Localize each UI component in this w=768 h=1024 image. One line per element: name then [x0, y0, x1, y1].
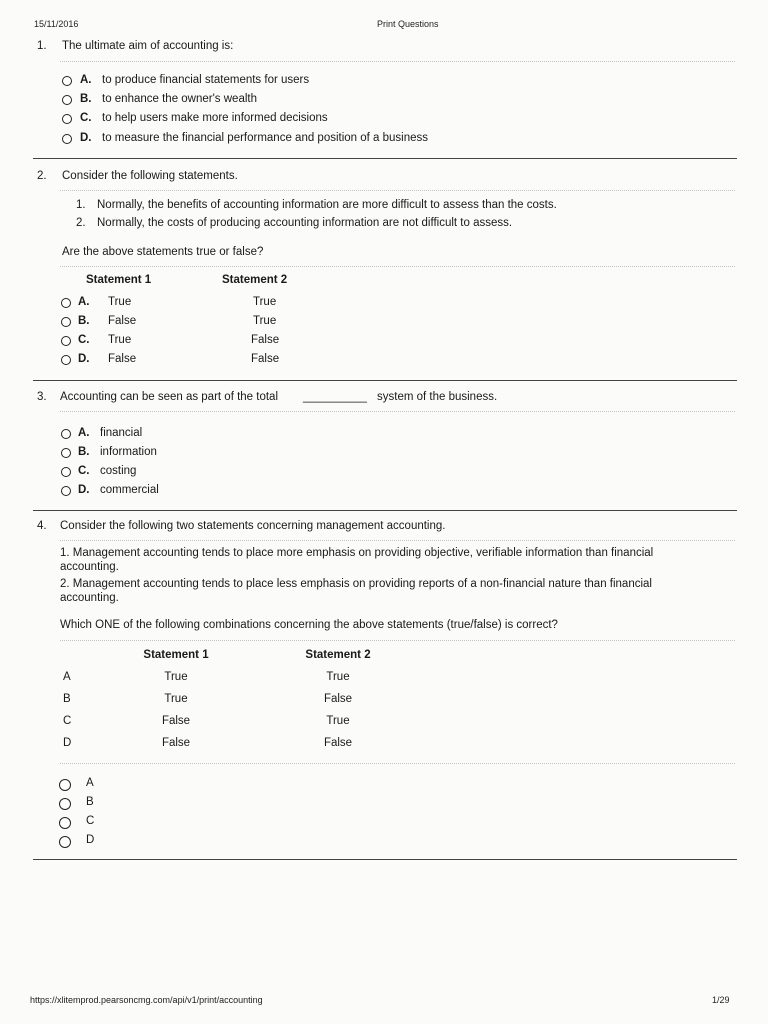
q4-option-b-label[interactable]: B	[86, 796, 94, 808]
q3-option-c-radio[interactable]	[61, 467, 71, 477]
q3-option-a-radio[interactable]	[61, 429, 71, 439]
q3-option-a-text[interactable]: financial	[100, 427, 143, 439]
q2-option-c-s1: True	[108, 334, 132, 346]
q3-option-a-letter: A.	[78, 427, 90, 439]
q3-option-d-text[interactable]: commercial	[100, 484, 159, 496]
q4-option-c-radio[interactable]	[59, 817, 71, 829]
q1-option-d-text[interactable]: to measure the financial performance and position of a business	[102, 132, 429, 144]
q4-column-header-1: Statement 1	[143, 649, 209, 661]
q3-text-before: Accounting can be seen as part of the total	[60, 391, 279, 403]
q2-option-d-s1: False	[108, 353, 137, 365]
q2-statement-2-text: Normally, the costs of producing accounting information are not difficult to assess.	[97, 217, 513, 229]
divider	[60, 411, 735, 412]
q1-text: The ultimate aim of accounting is:	[62, 40, 234, 52]
q2-column-header-2: Statement 2	[222, 274, 288, 286]
q3-option-b-radio[interactable]	[61, 448, 71, 458]
divider	[60, 640, 735, 641]
q1-option-c-radio[interactable]	[62, 114, 72, 124]
q2-option-a-s2: True	[253, 296, 277, 308]
q2-option-a-radio[interactable]	[61, 298, 71, 308]
footer-url: https://xlitemprod.pearsoncmg.com/api/v1/print/accounting	[30, 995, 263, 1005]
q2-option-a-letter: A.	[78, 296, 90, 308]
q4-row-b-letter: B	[63, 693, 71, 705]
q4-option-a-label[interactable]: A	[86, 777, 94, 789]
q1-option-a-letter: A.	[80, 74, 92, 86]
q4-row-d-s1: False	[161, 737, 191, 749]
q2-column-header-1: Statement 1	[86, 274, 152, 286]
divider	[60, 61, 735, 62]
q4-option-c-label[interactable]: C	[86, 815, 95, 827]
q2-option-b-letter: B.	[78, 315, 90, 327]
q2-option-d-letter: D.	[78, 353, 90, 365]
q2-option-c-s2: False	[251, 334, 280, 346]
q2-option-d-s2: False	[251, 353, 280, 365]
q2-number: 2.	[37, 170, 47, 182]
q3-option-d-radio[interactable]	[61, 486, 71, 496]
q1-option-c-text[interactable]: to help users make more informed decisions	[102, 112, 328, 124]
q2-statement-2-number: 2.	[76, 217, 86, 229]
q4-prompt: Which ONE of the following combinations concerning the above statements (true/false) is correct?	[60, 619, 558, 631]
q3-option-b-text[interactable]: information	[100, 446, 157, 458]
q1-option-b-radio[interactable]	[62, 95, 72, 105]
q1-option-c-letter: C.	[80, 112, 92, 124]
q3-option-c-letter: C.	[78, 465, 90, 477]
q4-row-b-s1: True	[164, 693, 188, 705]
q3-number: 3.	[37, 391, 47, 403]
q4-row-d-letter: D	[63, 737, 72, 749]
q2-option-d-radio[interactable]	[61, 355, 71, 365]
q2-option-b-radio[interactable]	[61, 317, 71, 327]
print-date: 15/11/2016	[34, 19, 79, 29]
question-separator	[33, 380, 737, 381]
q4-row-d-s2: False	[323, 737, 353, 749]
q1-option-a-text[interactable]: to produce financial statements for users	[102, 74, 310, 86]
q4-option-a-radio[interactable]	[59, 779, 71, 791]
q2-prompt: Are the above statements true or false?	[62, 246, 264, 258]
q4-number: 4.	[37, 520, 47, 532]
q3-blank: __________	[303, 391, 367, 403]
page-header-title: Print Questions	[377, 19, 439, 29]
q4-statement-1-line-2: accounting.	[60, 561, 119, 573]
q4-row-b-s2: False	[323, 693, 353, 705]
q1-option-a-radio[interactable]	[62, 76, 72, 86]
q3-option-b-letter: B.	[78, 446, 90, 458]
divider	[60, 190, 735, 191]
q2-option-b-s1: False	[108, 315, 137, 327]
q4-text: Consider the following two statements concerning management accounting.	[60, 520, 446, 532]
divider	[60, 540, 735, 541]
q2-text: Consider the following statements.	[62, 170, 238, 182]
divider	[60, 266, 735, 267]
q2-statement-1-number: 1.	[76, 199, 86, 211]
q1-number: 1.	[37, 40, 47, 52]
q4-row-c-s1: False	[161, 715, 191, 727]
q2-option-a-s1: True	[108, 296, 132, 308]
q1-option-d-radio[interactable]	[62, 134, 72, 144]
q2-option-c-radio[interactable]	[61, 336, 71, 346]
question-separator	[33, 510, 737, 511]
q2-option-c-letter: C.	[78, 334, 90, 346]
q3-text-after: system of the business.	[377, 391, 498, 403]
q3-option-c-text[interactable]: costing	[100, 465, 137, 477]
q4-row-a-s1: True	[164, 671, 188, 683]
page-number: 1/29	[712, 995, 730, 1005]
question-separator	[33, 859, 737, 860]
q4-row-c-letter: C	[63, 715, 72, 727]
q1-option-b-letter: B.	[80, 93, 92, 105]
q4-row-c-s2: True	[326, 715, 350, 727]
q3-option-d-letter: D.	[78, 484, 90, 496]
q2-statement-1-text: Normally, the benefits of accounting information are more difficult to assess than the costs.	[97, 199, 557, 211]
q4-column-header-2: Statement 2	[305, 649, 371, 661]
q4-statement-2-line-2: accounting.	[60, 592, 119, 604]
q4-statement-1-line-1: 1. Management accounting tends to place more emphasis on providing objective, verifiable information than financial	[60, 547, 654, 559]
q4-row-a-s2: True	[326, 671, 350, 683]
divider	[60, 763, 735, 764]
q1-option-b-text[interactable]: to enhance the owner's wealth	[102, 93, 257, 105]
q4-option-d-label[interactable]: D	[86, 834, 95, 846]
q2-option-b-s2: True	[253, 315, 277, 327]
q4-option-d-radio[interactable]	[59, 836, 71, 848]
question-separator	[33, 158, 737, 159]
q1-option-d-letter: D.	[80, 132, 92, 144]
q4-row-a-letter: A	[63, 671, 71, 683]
q4-statement-2-line-1: 2. Management accounting tends to place less emphasis on providing reports of a non-financial nature than financial	[60, 578, 652, 590]
q4-option-b-radio[interactable]	[59, 798, 71, 810]
